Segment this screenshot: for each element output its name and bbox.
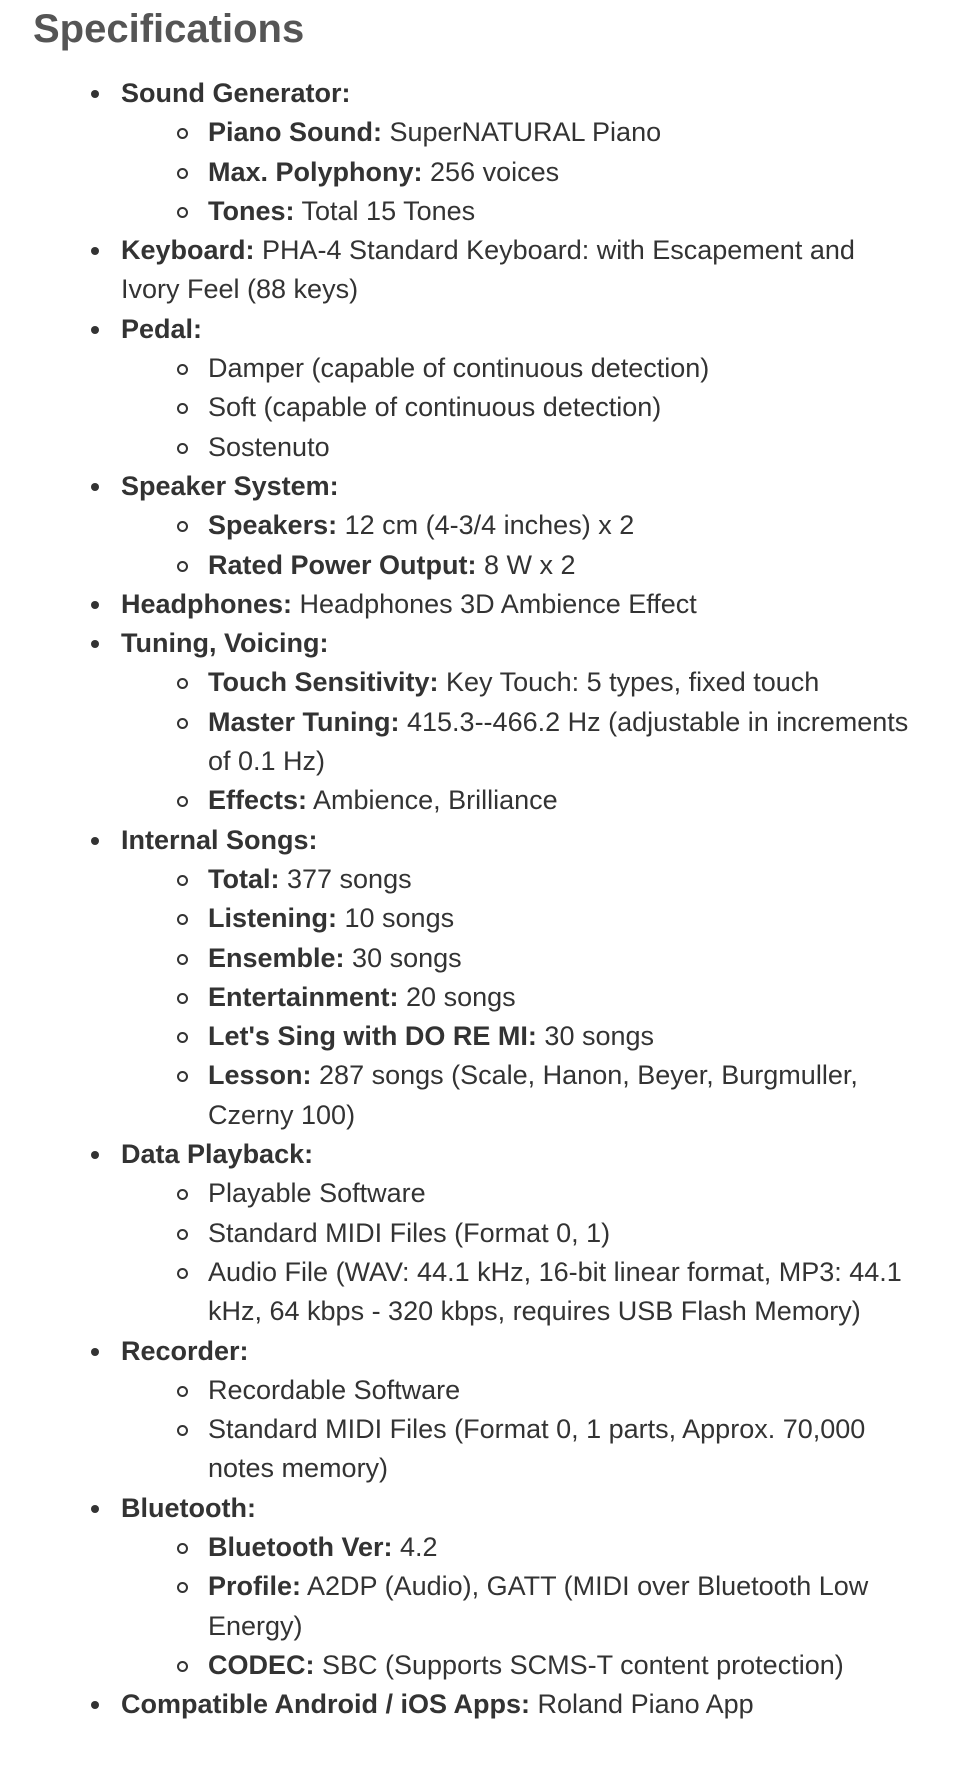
spec-subitem (208, 153, 920, 192)
spec-label: Bluetooth: (121, 1492, 256, 1523)
spec-sublabel: Master Tuning: (208, 706, 400, 737)
spec-subitem (208, 1528, 920, 1567)
spec-sublist (121, 506, 920, 585)
spec-subvalue: Playable Software (208, 1178, 426, 1209)
spec-item (121, 74, 920, 231)
spec-sublabel: Touch Sensitivity: (208, 667, 439, 698)
spec-subvalue: Soft (capable of continuous detection) (208, 392, 662, 423)
spec-sublabel: Let's Sing with DO RE MI: (208, 1021, 537, 1052)
spec-value: PHA-4 Standard Keyboard: with Escapement and Ivory Feel (88 keys) (121, 235, 855, 305)
spec-label: Recorder: (121, 1335, 249, 1366)
spec-subitem (208, 113, 920, 152)
spec-subvalue: 4.2 (392, 1531, 438, 1562)
spec-label: Tuning, Voicing: (121, 628, 329, 659)
spec-subitem (208, 978, 920, 1017)
spec-subitem (208, 1253, 920, 1332)
spec-subvalue: 256 voices (422, 156, 560, 187)
spec-label: Compatible Android / iOS Apps: (121, 1689, 530, 1720)
spec-subvalue: Total 15 Tones (294, 195, 476, 226)
spec-item (121, 310, 920, 467)
spec-item (121, 1685, 920, 1724)
spec-sublabel: Effects: (208, 785, 308, 816)
spec-subvalue: SBC (Supports SCMS-T content protection) (314, 1649, 844, 1680)
spec-subvalue: Key Touch: 5 types, fixed touch (438, 667, 820, 698)
spec-subvalue: 287 songs (Scale, Hanon, Beyer, Burgmuller, Czerny 100) (208, 1060, 858, 1130)
spec-value: Headphones 3D Ambience Effect (292, 588, 697, 619)
spec-subitem (208, 1410, 920, 1489)
spec-subvalue: Standard MIDI Files (Format 0, 1 parts, Approx. 70,000 notes memory) (208, 1414, 866, 1484)
spec-label: Data Playback: (121, 1139, 314, 1170)
spec-value: Roland Piano App (530, 1689, 754, 1720)
spec-subvalue: SuperNATURAL Piano (381, 117, 662, 148)
spec-item (121, 1489, 920, 1685)
spec-label: Pedal: (121, 313, 203, 344)
spec-sublist (121, 860, 920, 1135)
spec-subitem (208, 428, 920, 467)
spec-subvalue: 8 W x 2 (476, 549, 576, 580)
spec-subitem (208, 781, 920, 820)
spec-sublabel: Entertainment: (208, 981, 399, 1012)
spec-sublabel: Profile: (208, 1571, 302, 1602)
spec-sublabel: Total: (208, 863, 280, 894)
spec-item (121, 231, 920, 310)
spec-sublabel: Max. Polyphony: (208, 156, 423, 187)
spec-subvalue: A2DP (Audio), GATT (MIDI over Bluetooth Low Energy) (208, 1571, 869, 1641)
spec-subvalue: Audio File (WAV: 44.1 kHz, 16-bit linear format, MP3: 44.1 kHz, 64 kbps - 320 kbps, requires USB Flash Memory) (208, 1256, 902, 1327)
spec-subitem (208, 1646, 920, 1685)
spec-subvalue: Standard MIDI Files (Format 0, 1) (208, 1217, 611, 1248)
spec-sublabel: Piano Sound: (208, 117, 382, 148)
spec-sublabel: Speakers: (208, 510, 338, 541)
spec-sublist (121, 663, 920, 820)
spec-sublabel: Tones: (208, 195, 295, 226)
spec-item (121, 1135, 920, 1331)
spec-sublabel: Rated Power Output: (208, 549, 477, 580)
spec-label: Headphones: (121, 588, 293, 619)
spec-subvalue: Ambience, Brilliance (307, 785, 558, 816)
spec-subitem (208, 1017, 920, 1056)
spec-sublist (121, 1174, 920, 1331)
spec-sublist (121, 1371, 920, 1489)
spec-subitem (208, 663, 920, 702)
spec-subitem (208, 506, 920, 545)
spec-subitem (208, 1056, 920, 1135)
spec-label: Speaker System: (121, 470, 339, 501)
spec-subvalue: 30 songs (344, 942, 462, 973)
spec-subitem (208, 1371, 920, 1410)
spec-subitem (208, 899, 920, 938)
spec-subitem (208, 860, 920, 899)
spec-subitem (208, 939, 920, 978)
spec-item (121, 821, 920, 1135)
spec-subitem (208, 388, 920, 427)
spec-list (33, 74, 920, 1724)
spec-item (121, 585, 920, 624)
spec-sublist (121, 349, 920, 467)
spec-item (121, 1332, 920, 1489)
spec-subvalue: 415.3--466.2 Hz (adjustable in increments of 0.1 Hz) (208, 706, 909, 777)
spec-subvalue: 12 cm (4-3/4 inches) x 2 (337, 510, 635, 541)
spec-subvalue: 20 songs (398, 981, 516, 1012)
spec-subitem (208, 1174, 920, 1213)
spec-subitem (208, 1567, 920, 1646)
spec-subitem (208, 349, 920, 388)
spec-sublabel: CODEC: (208, 1649, 315, 1680)
spec-subvalue: Damper (capable of continuous detection) (208, 353, 710, 384)
spec-subvalue: 10 songs (337, 903, 455, 934)
spec-subitem (208, 703, 920, 782)
spec-subvalue: 377 songs (279, 863, 412, 894)
spec-sublist (121, 1528, 920, 1685)
spec-subitem (208, 1214, 920, 1253)
spec-label: Sound Generator: (121, 78, 351, 108)
page-title: Specifications (33, 7, 305, 51)
spec-subitem (208, 192, 920, 231)
spec-sublabel: Lesson: (208, 1060, 312, 1091)
spec-sublabel: Listening: (208, 903, 337, 934)
spec-subvalue: Recordable Software (208, 1374, 461, 1405)
spec-sublist (121, 113, 920, 231)
spec-subvalue: Sostenuto (208, 431, 330, 462)
spec-item (121, 467, 920, 585)
spec-sublabel: Ensemble: (208, 942, 345, 973)
spec-subitem (208, 546, 920, 585)
spec-label: Keyboard: (121, 235, 255, 266)
spec-sublabel: Bluetooth Ver: (208, 1531, 393, 1562)
spec-subvalue: 30 songs (536, 1021, 655, 1052)
spec-label: Internal Songs: (121, 824, 318, 855)
spec-item (121, 624, 920, 820)
